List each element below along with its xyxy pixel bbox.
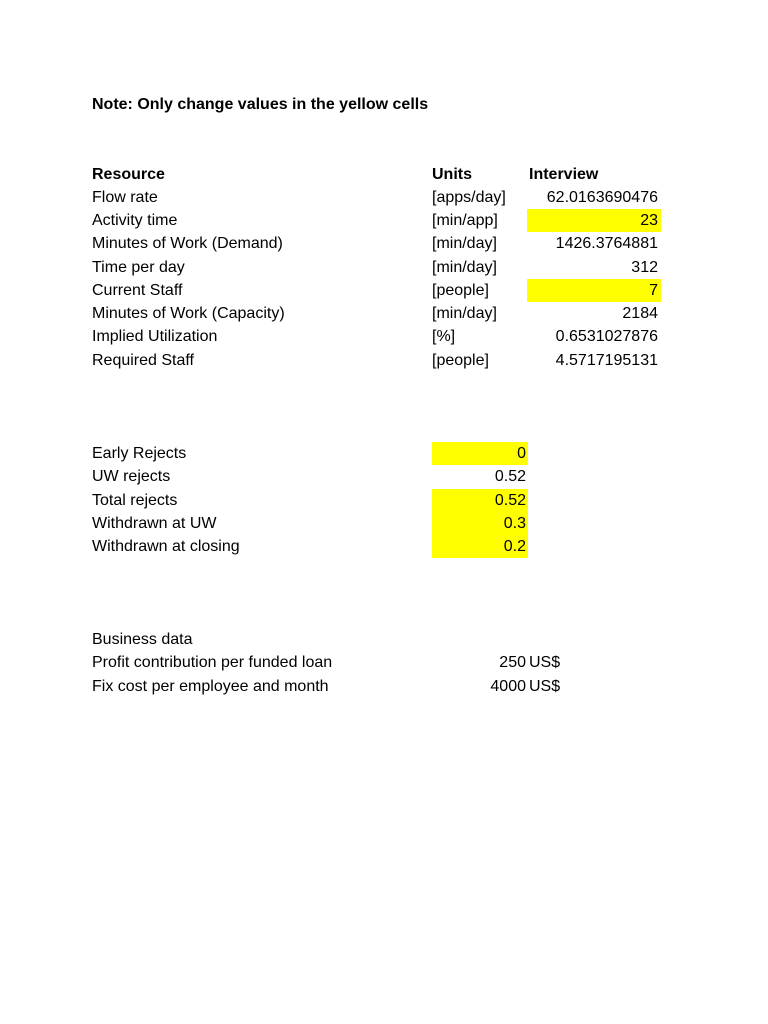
- cell-required-staff[interactable]: 4.5717195131: [555, 352, 658, 369]
- row-label-flow-rate: Flow rate: [92, 189, 158, 206]
- row-units-current-staff: [people]: [432, 282, 489, 299]
- header-interview: Interview: [529, 166, 599, 183]
- row-label-activity-time: Activity time: [92, 212, 178, 229]
- row-label-current-staff: Current Staff: [92, 282, 183, 299]
- label-early-rejects: Early Rejects: [92, 445, 187, 462]
- label-withdrawn-at-uw: Withdrawn at UW: [92, 515, 217, 532]
- row-label-required-staff: Required Staff: [92, 352, 194, 369]
- row-units-flow-rate: [apps/day]: [432, 189, 506, 206]
- cell-profit-contribution[interactable]: 250: [499, 654, 526, 671]
- label-withdrawn-at-closing: Withdrawn at closing: [92, 538, 240, 555]
- header-resource: Resource: [92, 166, 165, 183]
- business-title: Business data: [92, 631, 193, 648]
- row-label-demand-minutes: Minutes of Work (Demand): [92, 235, 283, 252]
- unit-fix-cost: US$: [529, 678, 561, 695]
- cell-implied-utilization[interactable]: 0.6531027876: [555, 328, 658, 345]
- unit-profit-contribution: US$: [529, 654, 561, 671]
- row-label-time-per-day: Time per day: [92, 259, 185, 276]
- cell-capacity-minutes[interactable]: 2184: [622, 305, 658, 322]
- row-label-capacity-minutes: Minutes of Work (Capacity): [92, 305, 285, 322]
- label-uw-rejects: UW rejects: [92, 468, 171, 485]
- row-units-time-per-day: [min/day]: [432, 259, 497, 276]
- label-profit-contribution: Profit contribution per funded loan: [92, 654, 333, 671]
- cell-flow-rate[interactable]: 62.0163690476: [546, 189, 658, 206]
- label-total-rejects: Total rejects: [92, 492, 178, 509]
- row-units-capacity-minutes: [min/day]: [432, 305, 497, 322]
- label-fix-cost: Fix cost per employee and month: [92, 678, 329, 695]
- row-units-implied-utilization: [%]: [432, 328, 456, 345]
- input-current-staff[interactable]: 7: [527, 279, 661, 302]
- header-units: Units: [432, 166, 472, 183]
- input-withdrawn-at-uw[interactable]: 0.3: [432, 512, 528, 535]
- row-units-demand-minutes: [min/day]: [432, 235, 497, 252]
- input-early-rejects[interactable]: 0: [432, 442, 528, 465]
- input-total-rejects[interactable]: 0.52: [432, 489, 528, 512]
- cell-time-per-day[interactable]: 312: [631, 259, 658, 276]
- row-units-activity-time: [min/app]: [432, 212, 498, 229]
- input-activity-time[interactable]: 23: [527, 209, 661, 232]
- row-units-required-staff: [people]: [432, 352, 489, 369]
- cell-fix-cost[interactable]: 4000: [490, 678, 526, 695]
- row-label-implied-utilization: Implied Utilization: [92, 328, 218, 345]
- cell-uw-rejects[interactable]: 0.52: [494, 468, 526, 485]
- cell-demand-minutes[interactable]: 1426.3764881: [555, 235, 658, 252]
- note-text: Note: Only change values in the yellow cells: [92, 96, 429, 113]
- input-withdrawn-at-closing[interactable]: 0.2: [432, 535, 528, 558]
